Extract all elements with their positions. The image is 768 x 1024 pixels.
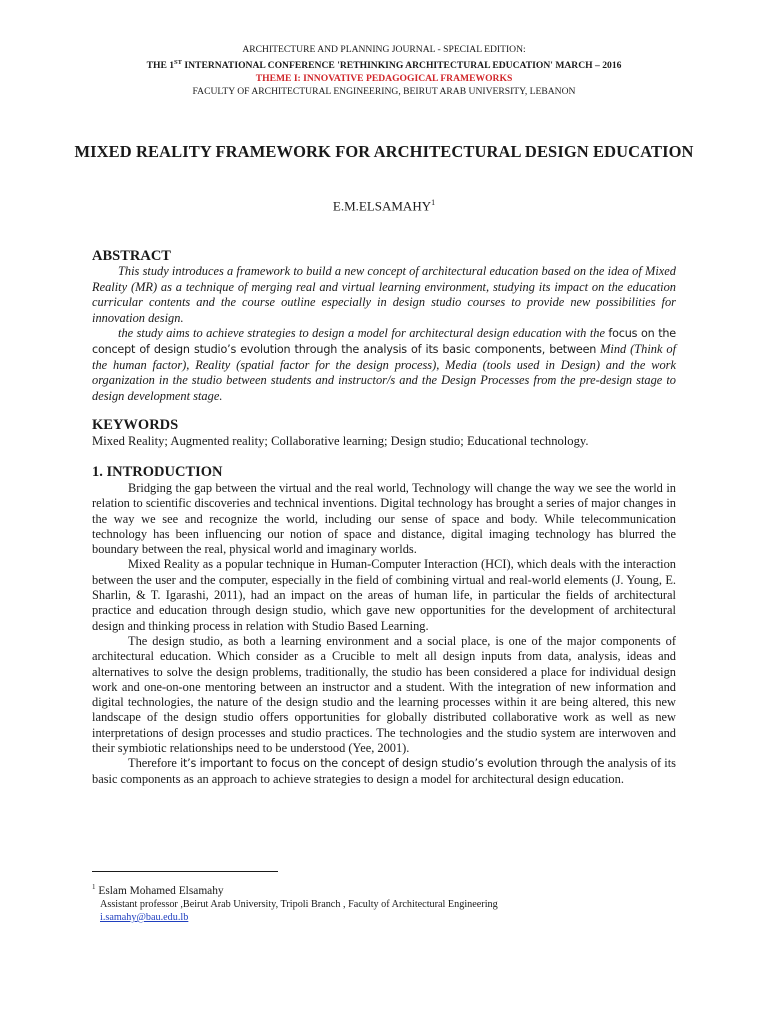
author-footnote-mark: 1 <box>431 198 436 207</box>
author-line <box>0 198 768 214</box>
journal-header <box>0 44 768 98</box>
intro-paragraph-2: Mixed Reality as a popular technique in Human-Computer Interaction (HCI), which deals with the interaction between the user and the computer, especially in the field of combining virtual and real-world elements (J. Young, E. Sharlin, & T. Igarashi, 2011), had an impact on the areas of human life, in particular the fields of architectural practice and education through design studio, which gave new opportunities for the development of architectural design and thinking process in relation with Studio Based Learning. <box>92 557 676 633</box>
journal-name: ARCHITECTURE AND PLANNING JOURNAL - SPECIAL EDITION: <box>242 44 526 55</box>
theme-line: THEME I: INNOVATIVE PEDAGOGICAL FRAMEWORKS <box>255 72 513 84</box>
footnote-affiliation: Assistant professor ,Beirut Arab University, Tripoli Branch , Faculty of Architectural Engineering <box>100 898 498 910</box>
abstract-body <box>92 264 676 404</box>
intro-paragraph-3: The design studio, as both a learning environment and a social place, is one of the major components of architectural education. Which consider as a Crucible to melt all design inputs from data, analysis, ideas and alternatives to solve the design problems, traditionally, the studio has been considered a place for individual design work and one-on-one mentoring between an instructor and a student. With the integration of new information and digital technologies, the nature of the design studio and the learning processes within it are being altered, this new landscape of the design studio offers opportunities for globally distributed collaborative work as well as new interpretations of design processes and studio practices. The technologies and the studio system are interwoven and their symbiotic relationships need to be understood (Yee, 2001). <box>92 633 676 756</box>
author-email-link[interactable]: i.samahy@bau.edu.lb <box>100 911 189 923</box>
abstract-paragraph-1: This study introduces a framework to build a new concept of architectural education based on the idea of Mixed Reality (MR) as a technique of merging real and virtual learning environment, studying its impact on the education curricular contents and the course outline especially in design studio courses to provide new possibilities for innovation design. <box>92 264 676 325</box>
author-name: E.M.ELSAMAHY <box>332 198 432 214</box>
footnote-author: $^1$ Eslam Mohamed Elsamahy <box>92 883 224 897</box>
keywords-text: Mixed Reality; Augmented reality; Collaborative learning; Design studio; Educational technology. <box>92 434 589 448</box>
abstract-heading: ABSTRACT <box>92 248 171 264</box>
introduction-body <box>92 481 676 787</box>
conference-line: THE 1ST INTERNATIONAL CONFERENCE 'RETHINKING ARCHITECTURAL EDUCATION' MARCH – 2016 <box>146 58 622 71</box>
keywords-heading: KEYWORDS <box>92 417 179 433</box>
footnote-divider <box>92 871 278 872</box>
footnote <box>92 880 692 924</box>
faculty-line: FACULTY OF ARCHITECTURAL ENGINEERING, BEIRUT ARAB UNIVERSITY, LEBANON <box>192 85 576 97</box>
intro-paragraph-1: Bridging the gap between the virtual and the real world, Technology will change the way we see the world in relation to scientific discoveries and technical inventions. Digital technology has brought a series of major changes in the way we see and recognize the world, including our sense of space and body. While telecommunication technology has been influencing our notion of space and distance, digital imaging technology has blurred the boundary between the real, physical world and imaginary worlds. <box>92 481 676 557</box>
paper-title: MIXED REALITY FRAMEWORK FOR ARCHITECTURAL DESIGN EDUCATION <box>74 142 694 161</box>
intro-paragraph-4: Therefore it’s important to focus on the concept of design studio’s evolution through the analysis of its basic components as an approach to achieve strategies to design a model for architectural design education. <box>92 756 676 786</box>
abstract-paragraph-2: the study aims to achieve strategies to design a model for architectural design education with the focus on the concept of design studio’s evolution through the analysis of its basic components, between Mind (Think of the human factor), Reality (spatial factor for the design process), Media (tools used in Design) and the work organization in the studio between students and instructor/s and the Design Processes from the pre-design stage to design development stage. <box>92 326 677 403</box>
introduction-heading: 1. INTRODUCTION <box>92 464 223 480</box>
